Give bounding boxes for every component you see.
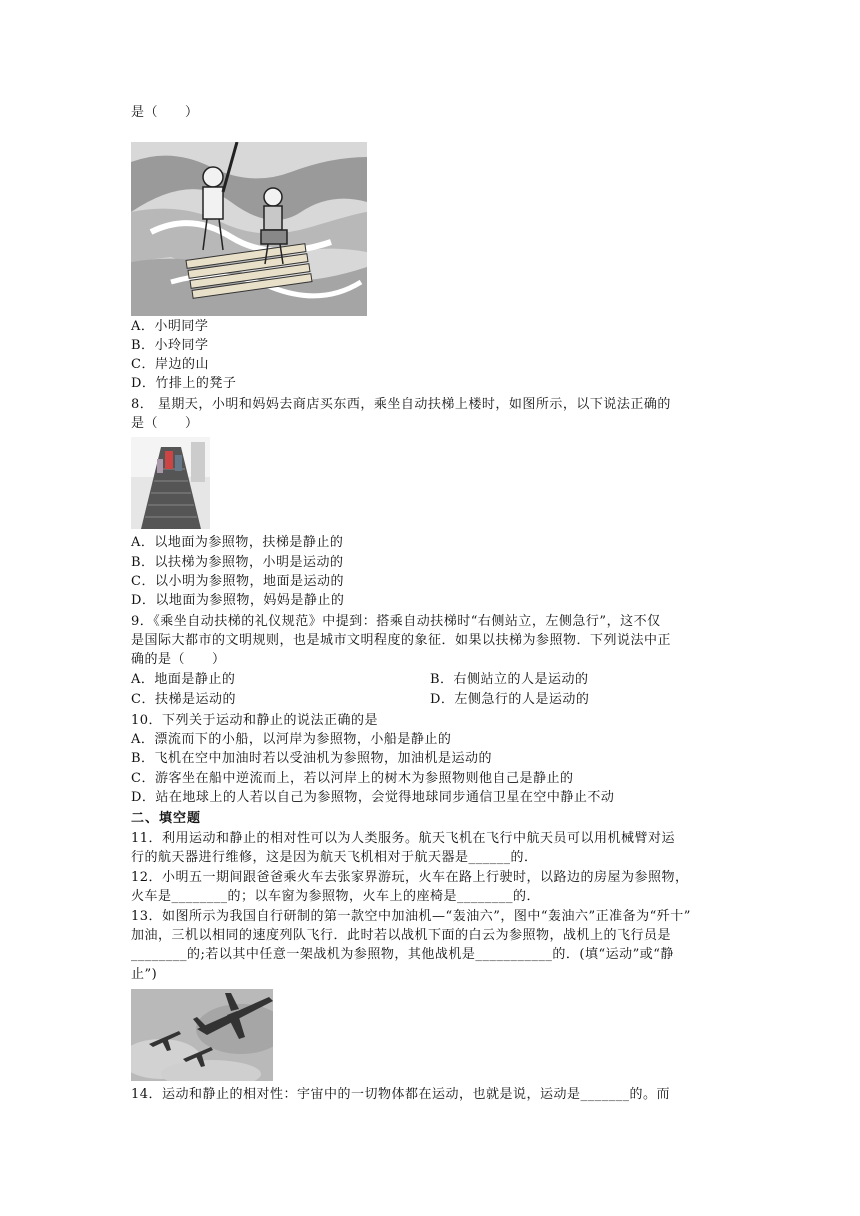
q8-option-a: A．以地面为参照物，扶梯是静止的 (131, 535, 344, 550)
question-13-line-1: 13．如图所示为我国自行研制的第一款空中加油机—“轰油六”，图中“轰油六”正准备为“歼十” (131, 909, 691, 924)
question-11-line-1: 11．利用运动和静止的相对性可以为人类服务。航天飞机在飞行中航天员可以用机械臂对运 (131, 831, 676, 846)
q10-option-d: D．站在地球上的人若以自己为参照物，会觉得地球同步通信卫星在空中静止不动 (131, 790, 615, 805)
question-12-line-1: 12．小明五一期间跟爸爸乘火车去张家界游玩，火车在路上行驶时，以路边的房屋为参照物， (131, 870, 689, 885)
question-13-line-4: 止”) (131, 967, 158, 982)
question-13-line-3: ________的;若以其中任意一架战机为参照物，其他战机是___________的．(填“运动”或“静 (131, 947, 674, 962)
q9-option-a: A．地面是静止的 (131, 672, 236, 687)
question-9-stem-line-1: 9．《乘坐自动扶梯的礼仪规范》中提到：搭乘自动扶梯时“右侧站立，左侧急行”，这不仅 (131, 614, 661, 629)
q10-option-a: A．漂流而下的小船，以河岸为参照物，小船是静止的 (131, 732, 452, 747)
q7-option-c: C．岸边的山 (131, 357, 209, 372)
question-14-line-1: 14．运动和静止的相对性：宇宙中的一切物体都在运动，也就是说，运动是_______的。而 (131, 1087, 671, 1102)
question-7-stem-tail: 是（ ） (131, 105, 199, 120)
q9-option-b: B．右侧站立的人是运动的 (430, 672, 589, 687)
aerial-refueling-photo (131, 989, 273, 1081)
question-8-stem-line-1: 8． 星期天，小明和妈妈去商店买东西，乘坐自动扶梯上楼时，如图所示，以下说法正确的 (131, 397, 671, 412)
section-heading-fill-in: 二、填空题 (131, 811, 202, 826)
question-11-line-2: 行的航天器进行维修，这是因为航天飞机相对于航天器是______的． (131, 850, 538, 865)
question-12-line-2: 火车是________的；以车窗为参照物，火车上的座椅是________的． (131, 889, 541, 904)
q7-option-b: B．小玲同学 (131, 338, 209, 353)
question-9-stem-line-3: 确的是（ ） (131, 652, 226, 667)
q8-option-c: C．以小明为参照物，地面是运动的 (131, 574, 344, 589)
q9-option-c: C．扶梯是运动的 (131, 692, 236, 707)
question-10-stem: 10．下列关于运动和静止的说法正确的是 (131, 713, 379, 728)
q9-option-d: D．左侧急行的人是运动的 (430, 692, 590, 707)
question-13-line-2: 加油，三机以相同的速度列队飞行．此时若以战机下面的白云为参照物，战机上的飞行员是 (131, 928, 672, 943)
question-8-stem-line-2: 是（ ） (131, 416, 199, 431)
raft-illustration (131, 142, 367, 316)
escalator-photo (131, 437, 210, 529)
q10-option-b: B．飞机在空中加油时若以受油机为参照物，加油机是运动的 (131, 751, 493, 766)
q7-option-d: D．竹排上的凳子 (131, 376, 237, 391)
q8-option-b: B．以扶梯为参照物，小明是运动的 (131, 555, 344, 570)
q7-option-a: A．小明同学 (131, 319, 209, 334)
question-9-stem-line-2: 是国际大都市的文明规则，也是城市文明程度的象征．如果以扶梯为参照物．下列说法中正 (131, 633, 672, 648)
q8-option-d: D．以地面为参照物，妈妈是静止的 (131, 593, 345, 608)
q10-option-c: C．游客坐在船中逆流而上，若以河岸上的树木为参照物则他自己是静止的 (131, 771, 574, 786)
